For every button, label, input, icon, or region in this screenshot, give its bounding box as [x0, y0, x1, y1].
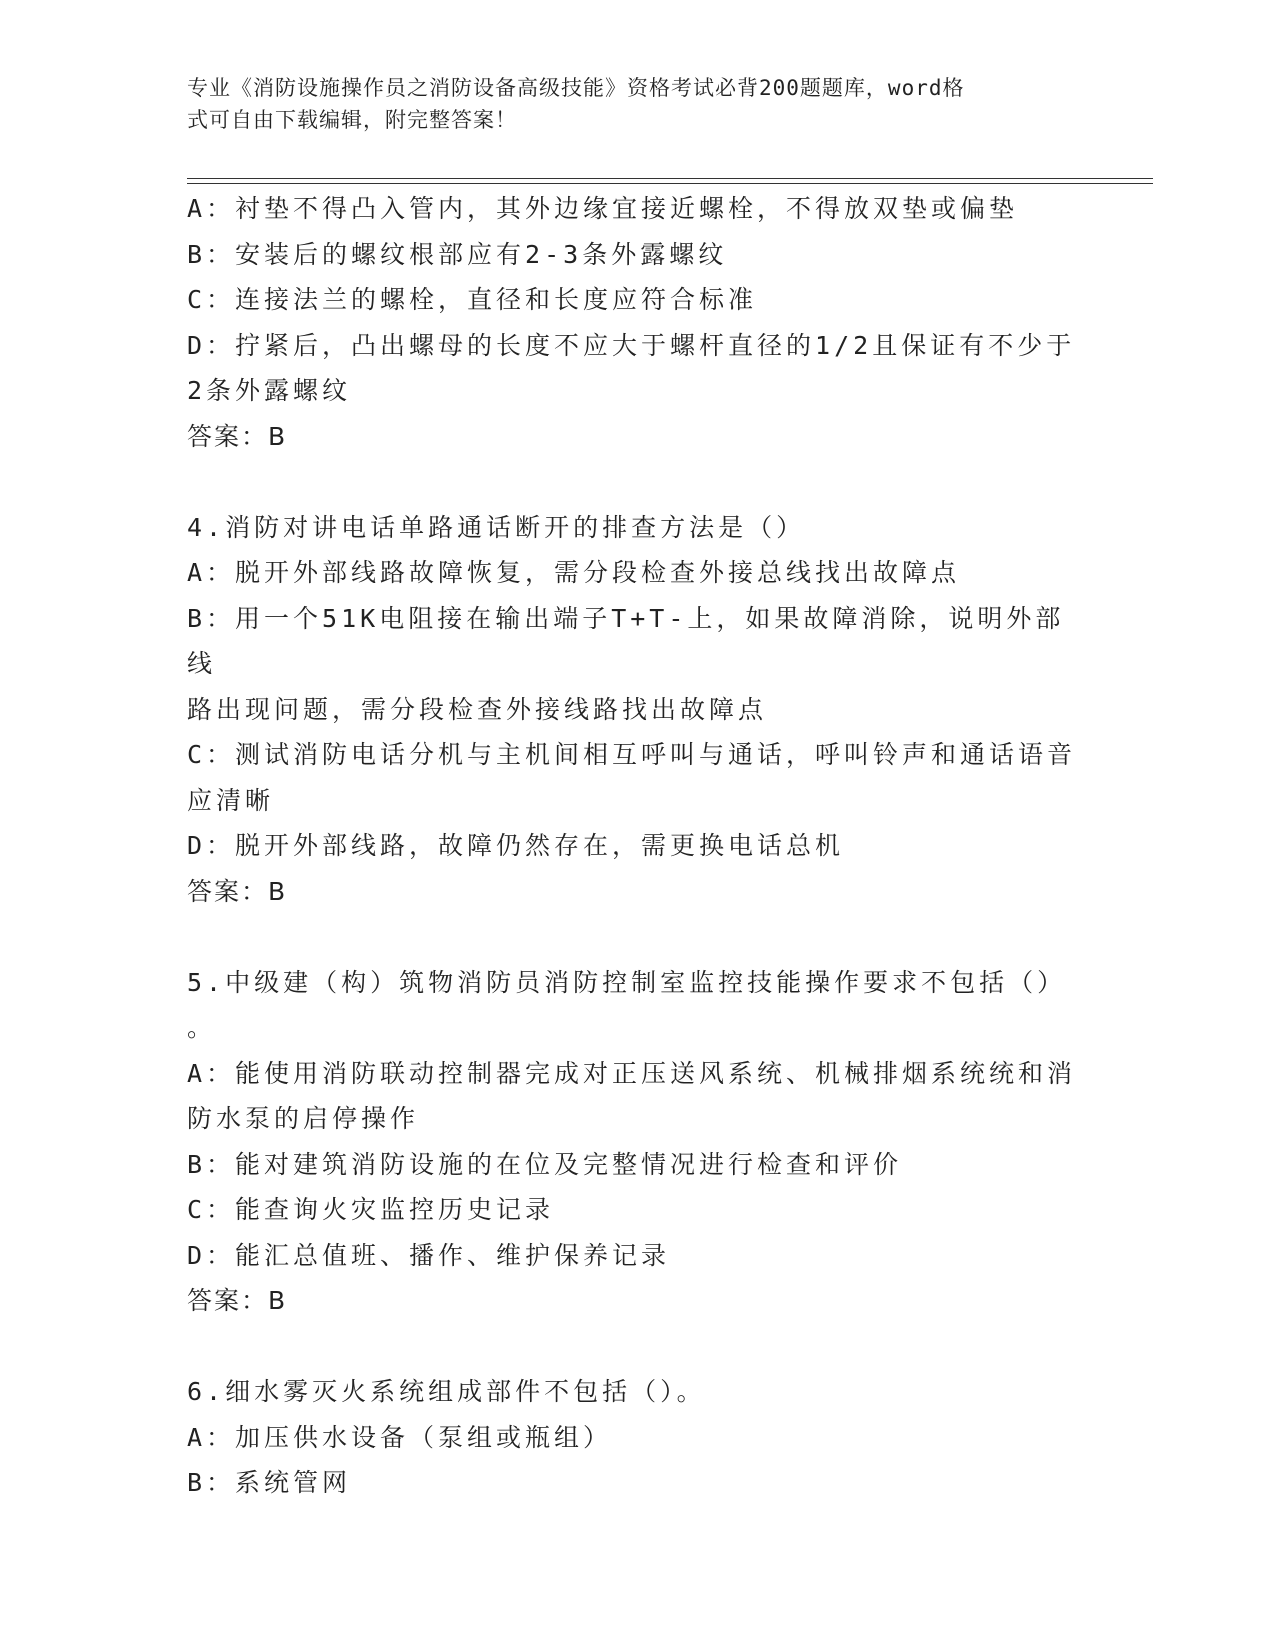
question-text: 4.消防对讲电话单路通话断开的排查方法是（）	[187, 512, 806, 542]
document-header	[187, 72, 1087, 136]
option-c-cont: 应清晰	[187, 785, 275, 815]
option-b: B：安装后的螺纹根部应有2-3条外露螺纹	[187, 239, 728, 269]
option-a: A：脱开外部线路故障恢复，需分段检查外接总线找出故障点	[187, 558, 961, 587]
option-a: A：衬垫不得凸入管内，其外边缘宜接近螺栓，不得放双垫或偏垫	[187, 194, 1019, 223]
question-content	[187, 186, 1087, 1506]
question-4	[187, 505, 1087, 915]
spacer	[187, 914, 1087, 960]
option-b-cont: 路出现问题，需分段检查外接线路找出故障点	[187, 694, 768, 724]
answer: 答案：B	[187, 876, 288, 906]
option-c: C：连接法兰的螺栓，直径和长度应符合标准	[187, 285, 758, 314]
option-b: B：能对建筑消防设施的在位及完整情况进行检查和评价	[187, 1149, 903, 1179]
question-text: 5.中级建（构）筑物消防员消防控制室监控技能操作要求不包括（）	[187, 967, 1067, 997]
question-text-cont: 。	[187, 1013, 217, 1042]
spacer	[187, 459, 1087, 505]
spacer	[187, 1324, 1087, 1370]
question-5	[187, 960, 1087, 1324]
option-d: D：能汇总值班、播作、维护保养记录	[187, 1240, 671, 1270]
option-a-cont: 防水泵的启停操作	[187, 1104, 420, 1133]
header-divider	[187, 178, 1153, 184]
option-d: D：脱开外部线路，故障仍然存在，需更换电话总机	[187, 831, 845, 860]
option-a: A：加压供水设备（泵组或瓶组）	[187, 1422, 613, 1452]
answer: 答案：B	[187, 421, 288, 451]
header-line-2: 式可自由下载编辑，附完整答案！	[187, 108, 517, 132]
option-c: C：能查询火灾监控历史记录	[187, 1195, 555, 1224]
option-d: D：拧紧后，凸出螺母的长度不应大于螺杆直径的1/2且保证有不少于	[187, 330, 1076, 360]
question-3-options	[187, 186, 1087, 459]
option-b: B：用一个51K电阻接在输出端子T+T-上，如果故障消除，说明外部线	[187, 603, 1065, 678]
answer: 答案：B	[187, 1286, 288, 1315]
header-line-1: 专业《消防设施操作员之消防设备高级技能》资格考试必背200题题库，word格	[187, 76, 965, 100]
option-d-cont: 2条外露螺纹	[187, 376, 352, 405]
option-b: B：系统管网	[187, 1468, 352, 1497]
question-6	[187, 1369, 1087, 1506]
option-c: C：测试消防电话分机与主机间相互呼叫与通话，呼叫铃声和通话语音	[187, 740, 1077, 769]
question-text: 6.细水雾灭火系统组成部件不包括（）。	[187, 1377, 706, 1406]
option-a: A：能使用消防联动控制器完成对正压送风系统、机械排烟系统统和消	[187, 1058, 1077, 1088]
